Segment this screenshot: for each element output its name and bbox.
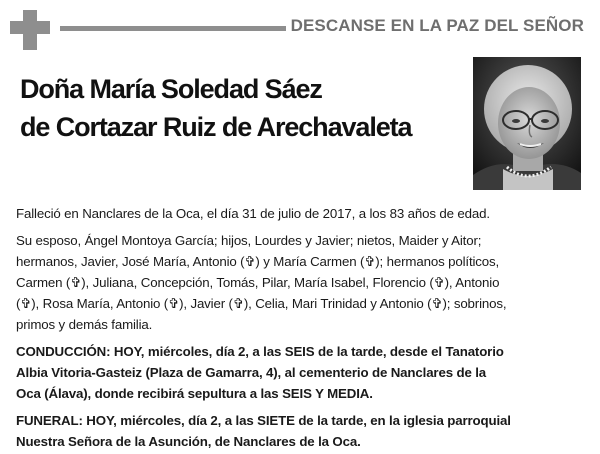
conduccion-notice <box>16 341 582 404</box>
cross-icon-horizontal-bar <box>10 21 50 34</box>
portrait-image <box>473 57 581 190</box>
family-line: hermanos, Javier, José María, Antonio (✞) y María Carmen (✞); hermanos políticos, <box>16 254 500 269</box>
header-divider <box>60 26 286 31</box>
deceased-photo <box>473 57 581 190</box>
family-list <box>16 230 582 335</box>
family-line: primos y demás familia. <box>16 317 153 332</box>
conduccion-line: CONDUCCIÓN: HOY, miércoles, día 2, a las SEIS de la tarde, desde el Tanatorio <box>16 344 504 359</box>
family-line: (✞), Rosa María, Antonio (✞), Javier (✞), Celia, Mari Trinidad y Antonio (✞); sobrinos, <box>16 296 507 311</box>
deceased-name-line-1: Doña María Soledad Sáez <box>20 74 322 104</box>
conduccion-line: Oca (Álava), donde recibirá sepultura a las SEIS Y MEDIA. <box>16 386 373 401</box>
family-line: Carmen (✞), Juliana, Concepción, Tomás, Pilar, María Isabel, Florencio (✞), Antonio <box>16 275 500 290</box>
family-line: Su esposo, Ángel Montoya García; hijos, Lourdes y Javier; nietos, Maider y Aitor; <box>16 233 482 248</box>
funeral-line: Nuestra Señora de la Asunción, de Nanclares de la Oca. <box>16 434 361 449</box>
conduccion-line: Albia Vitoria-Gasteiz (Plaza de Gamarra, 4), al cementerio de Nanclares de la <box>16 365 487 380</box>
announcement-body <box>16 203 582 454</box>
header-tagline: DESCANSE EN LA PAZ DEL SEÑOR <box>290 16 584 35</box>
deceased-name-line-2: de Cortazar Ruiz de Arechavaleta <box>20 112 412 142</box>
deceased-name <box>20 70 460 146</box>
funeral-notice <box>16 410 582 452</box>
death-notice: Falleció en Nanclares de la Oca, el día 31 de julio de 2017, a los 83 años de edad. <box>16 206 490 221</box>
funeral-line: FUNERAL: HOY, miércoles, día 2, a las SIETE de la tarde, en la iglesia parroquial <box>16 413 511 428</box>
